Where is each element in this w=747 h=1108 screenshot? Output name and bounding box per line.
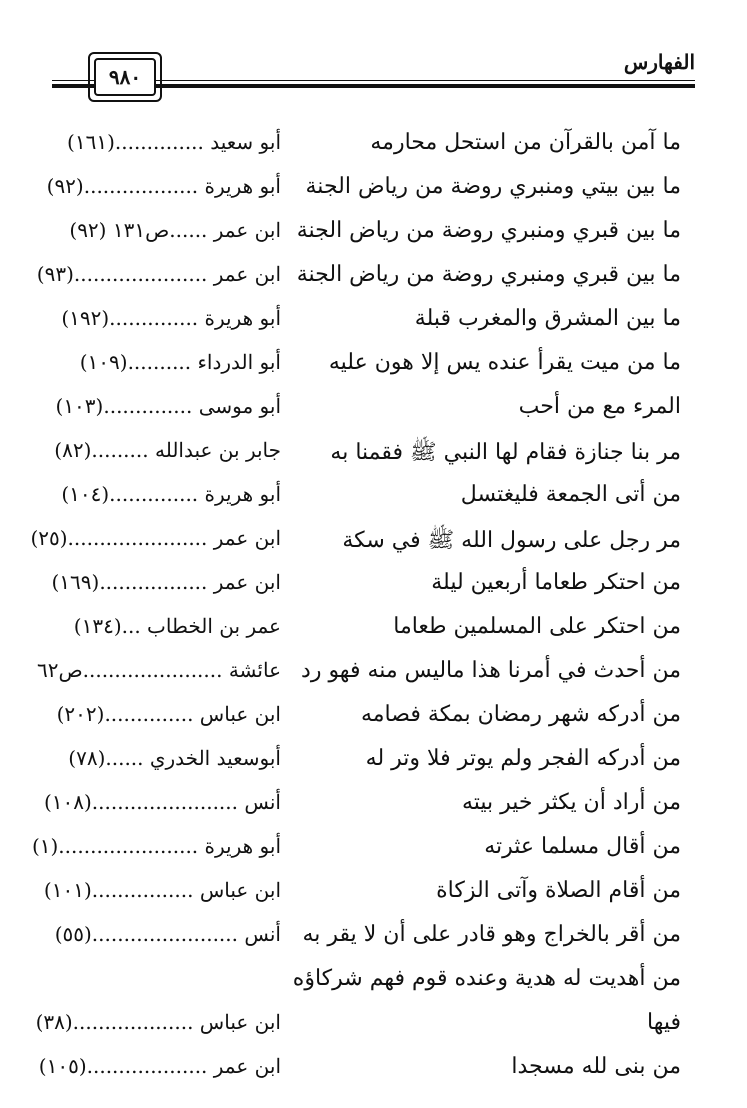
index-entry xyxy=(35,1010,681,1054)
page-number: ٩٨٠ xyxy=(108,65,142,89)
index-entry xyxy=(36,658,681,702)
hadith-text: من بنى لله مسجدا xyxy=(511,1054,681,1079)
narrator-reference: أبو هريرة ..............(١٩٢) xyxy=(61,306,281,330)
hadith-text: مر بنا جنازة فقام لها النبي ﷺ فقمنا به xyxy=(330,440,681,465)
index-entry xyxy=(52,966,681,1010)
index-entry xyxy=(52,438,681,482)
index-entry xyxy=(36,262,681,306)
index-entry xyxy=(52,130,681,174)
narrator-reference: ابن عمر .....................(٩٣) xyxy=(36,262,281,286)
hadith-text: فيها xyxy=(647,1010,681,1035)
hadith-text: من أقال مسلما عثرته xyxy=(484,834,681,859)
index-entry xyxy=(38,1054,681,1098)
page-number-frame xyxy=(94,58,156,96)
index-entry xyxy=(52,922,681,966)
hadith-text: المرء مع من أحب xyxy=(518,394,681,419)
narrator-reference: عائشة ......................ص٦٢ xyxy=(36,658,281,682)
narrator-reference: أبو سعيد ..............(١٦١) xyxy=(67,130,281,154)
index-entry xyxy=(52,702,681,746)
narrator-reference: أبو هريرة ..............(١٠٤) xyxy=(61,482,281,506)
narrator-reference: أنس .......................(٥٥) xyxy=(54,922,281,946)
hadith-text: مر رجل على رسول الله ﷺ في سكة xyxy=(342,528,681,553)
narrator-reference: ابن عمر .................(١٦٩) xyxy=(51,570,281,594)
hadith-text: ما بين المشرق والمغرب قبلة xyxy=(414,306,681,331)
hadith-text: من أهديت له هدية وعنده قوم فهم شركاؤه xyxy=(292,966,681,991)
narrator-reference: أبو هريرة ......................(١) xyxy=(31,834,281,858)
hadith-text: من أدركه شهر رمضان بمكة فصامه xyxy=(360,702,681,727)
hadith-text: ما بين قبري ومنبري روضة من رياض الجنة xyxy=(296,218,681,243)
narrator-reference: ابن عمر ......ص١٣١ (٩٢) xyxy=(69,218,281,242)
index-entry xyxy=(52,218,681,262)
hadith-text: من أحدث في أمرنا هذا ماليس منه فهو رد xyxy=(301,658,681,683)
index-entry xyxy=(52,350,681,394)
narrator-reference: ابن عباس ................(١٠١) xyxy=(43,878,281,902)
index-entry xyxy=(31,834,681,878)
narrator-reference: أبو موسى ..............(١٠٣) xyxy=(55,394,281,418)
index-entry xyxy=(52,394,681,438)
index-entry xyxy=(52,614,681,658)
narrator-reference: ابن عمر ......................(٢٥) xyxy=(30,526,281,550)
index-entry xyxy=(52,482,681,526)
narrator-reference: عمر بن الخطاب ...(١٣٤) xyxy=(73,614,281,638)
narrator-reference: ابن عباس ..............(٢٠٢) xyxy=(56,702,281,726)
hadith-text: من احتكر على المسلمين طعاما xyxy=(393,614,681,639)
index-entry xyxy=(52,570,681,614)
hadith-text: ما بين بيتي ومنبري روضة من رياض الجنة xyxy=(305,174,681,199)
hadith-text: من احتكر طعاما أربعين ليلة xyxy=(431,570,681,595)
narrator-reference: جابر بن عبدالله .........(٨٢) xyxy=(54,438,281,462)
hadith-text: ما آمن بالقرآن من استحل محارمه xyxy=(370,130,681,155)
narrator-reference: أبو هريرة ..................(٩٢) xyxy=(46,174,281,198)
index-entry xyxy=(52,306,681,350)
hadith-text: من أقام الصلاة وآتى الزكاة xyxy=(436,878,681,903)
hadith-text: من أتى الجمعة فليغتسل xyxy=(460,482,681,507)
index-entry xyxy=(30,526,681,570)
index-entry xyxy=(43,790,681,834)
hadith-text: من أراد أن يكثر خير بيته xyxy=(461,790,681,815)
index-entry xyxy=(43,878,681,922)
narrator-reference: أنس .......................(١٠٨) xyxy=(43,790,281,814)
page-title: الفهارس xyxy=(623,50,695,74)
index-entry xyxy=(52,746,681,790)
hadith-text: ما من ميت يقرأ عنده يس إلا هون عليه xyxy=(328,350,681,375)
narrator-reference: ابن عباس ...................(٣٨) xyxy=(35,1010,281,1034)
narrator-reference: ابن عمر ...................(١٠٥) xyxy=(38,1054,281,1078)
hadith-text: من أقر بالخراج وهو قادر على أن لا يقر به xyxy=(302,922,681,947)
page-header xyxy=(0,0,747,110)
index-entry xyxy=(46,174,681,218)
hadith-text: ما بين قبري ومنبري روضة من رياض الجنة xyxy=(296,262,681,287)
hadith-text: من أدركه الفجر ولم يوتر فلا وتر له xyxy=(365,746,681,771)
narrator-reference: أبوسعيد الخدري ......(٧٨) xyxy=(68,746,281,770)
narrator-reference: أبو الدرداء ..........(١٠٩) xyxy=(79,350,281,374)
